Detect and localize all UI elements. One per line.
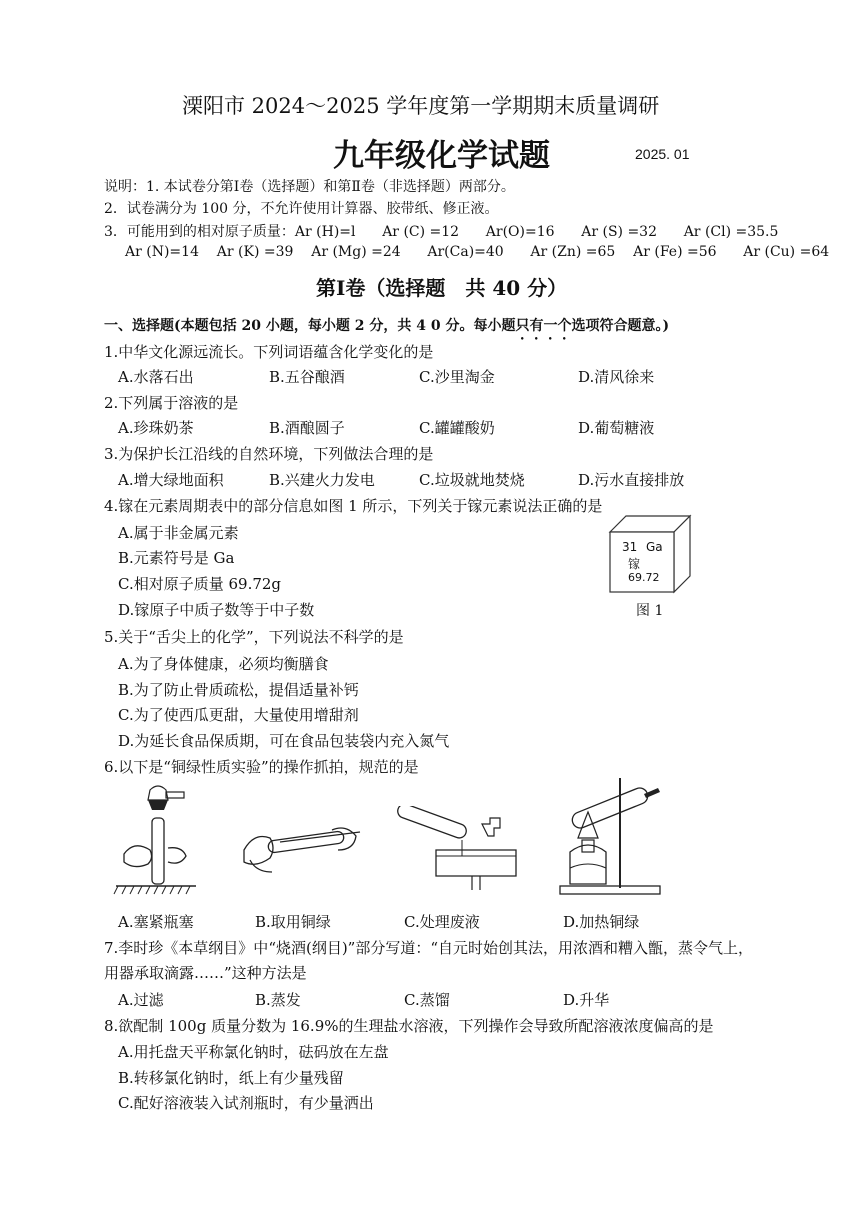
- illustration-heating-stand: [548, 772, 678, 898]
- q8-option-b: B.转移氯化钠时，纸上有少量残留: [118, 1069, 344, 1087]
- q8-option-a: A.用托盘天平称氯化钠时，砝码放在左盘: [118, 1043, 389, 1061]
- q3-option-b: B.兴建火力发电: [269, 471, 375, 489]
- q6-option-a: A.塞紧瓶塞: [118, 913, 194, 931]
- q4-stem: 4.镓在元素周期表中的部分信息如图 1 所示，下列关于镓元素说法正确的是: [104, 497, 603, 515]
- q4-option-a: A.属于非金属元素: [118, 524, 239, 542]
- q5-stem: 5.关于“舌尖上的化学”，下列说法不科学的是: [104, 628, 404, 646]
- element-atomic-number: 31: [622, 540, 638, 554]
- q1-stem: 1.中华文化源远流长。下列词语蕴含化学变化的是: [104, 343, 434, 361]
- note-line-1: 说明：1. 本试卷分第Ⅰ卷（选择题）和第Ⅱ卷（非选择题）两部分。: [104, 179, 515, 195]
- element-mass: 69.72: [628, 571, 660, 584]
- figure-1-caption: 图 1: [636, 603, 664, 619]
- q1-option-a: A.水落石出: [118, 368, 194, 386]
- q5-option-d: D.为延长食品保质期，可在食品包装袋内充入氮气: [118, 732, 450, 750]
- q1-option-d: D.清风徐来: [578, 368, 655, 386]
- instructions-emphasis: 只有一个: [515, 318, 572, 334]
- q3-option-d: D.污水直接排放: [578, 471, 685, 489]
- note-line-2: 2．试卷满分为 100 分，不允许使用计算器、胶带纸、修正液。: [104, 201, 499, 217]
- illustration-waste-sink: [390, 806, 520, 892]
- q2-stem: 2.下列属于溶液的是: [104, 394, 239, 412]
- q1-option-b: B.五谷酿酒: [269, 368, 345, 386]
- q6-option-c: C.处理废液: [404, 913, 480, 931]
- exam-date: 2025. 01: [635, 146, 690, 162]
- q7-option-a: A.过滤: [118, 991, 164, 1009]
- section-instructions: [104, 315, 669, 343]
- instructions-prefix: 一、选择题(本题包括 20 小题，每小题 2 分，共 4 0 分。每小题: [104, 318, 516, 334]
- q6-option-d: D.加热铜绿: [563, 913, 640, 931]
- section-title: 第Ⅰ卷（选择题 共 40 分）: [316, 276, 568, 300]
- q7-option-d: D.升华: [563, 991, 610, 1009]
- q6-option-b: B.取用铜绿: [255, 913, 331, 931]
- q2-option-c: C.罐罐酸奶: [419, 419, 495, 437]
- q7-stem-line-2: 用器承取滴露……”这种方法是: [104, 964, 307, 982]
- q6-stem: 6.以下是“铜绿性质实验”的操作抓拍，规范的是: [104, 758, 419, 776]
- instructions-suffix: 选项符合题意。): [571, 318, 670, 334]
- q4-option-c: C.相对原子质量 69.72g: [118, 575, 282, 593]
- q7-stem-line-1: 7.李时珍《本草纲目》中“烧酒(纲目)”部分写道：“自元时始创其法，用浓酒和糟入甑，蒸令气上，: [104, 939, 754, 957]
- illustration-stopper-tube: [112, 782, 200, 900]
- q1-option-c: C.沙里淘金: [419, 368, 495, 386]
- note-line-3: 3．可能用到的相对原子质量：Ar (H)=l Ar (C) =12 Ar(O)=16 Ar (S) =32 Ar (Cl) =35.5: [104, 224, 779, 240]
- element-symbol: Ga: [646, 540, 663, 554]
- page-title: 九年级化学试题: [333, 138, 550, 174]
- note-line-4: Ar (N)=14 Ar (K) =39 Ar (Mg) =24 Ar(Ca)=40 Ar (Zn) =65 Ar (Fe) =56 Ar (Cu) =64: [125, 244, 830, 260]
- q3-stem: 3.为保护长江沿线的自然环境，下列做法合理的是: [104, 445, 434, 463]
- q4-option-d: D.镓原子中质子数等于中子数: [118, 601, 315, 619]
- q5-option-a: A.为了身体健康，必须均衡膳食: [118, 655, 329, 673]
- q4-option-b: B.元素符号是 Ga: [118, 549, 235, 567]
- q8-option-c: C.配好溶液装入试剂瓶时，有少量洒出: [118, 1094, 374, 1112]
- exam-header: 溧阳市 2024～2025 学年度第一学期期末质量调研: [182, 94, 660, 118]
- q2-option-b: B.酒酿圆子: [269, 419, 345, 437]
- illustration-spatula-powder: [240, 812, 366, 878]
- q7-option-c: C.蒸馏: [404, 991, 450, 1009]
- q5-option-b: B.为了防止骨质疏松，提倡适量补钙: [118, 681, 359, 699]
- q3-option-a: A.增大绿地面积: [118, 471, 224, 489]
- q3-option-c: C.垃圾就地焚烧: [419, 471, 525, 489]
- q2-option-d: D.葡萄糖液: [578, 419, 655, 437]
- q2-option-a: A.珍珠奶茶: [118, 419, 194, 437]
- q8-stem: 8.欲配制 100g 质量分数为 16.9%的生理盐水溶液，下列操作会导致所配溶液浓度偏高的是: [104, 1017, 714, 1035]
- q7-option-b: B.蒸发: [255, 991, 301, 1009]
- element-name: 镓: [628, 557, 641, 571]
- q5-option-c: C.为了使西瓜更甜，大量使用增甜剂: [118, 706, 359, 724]
